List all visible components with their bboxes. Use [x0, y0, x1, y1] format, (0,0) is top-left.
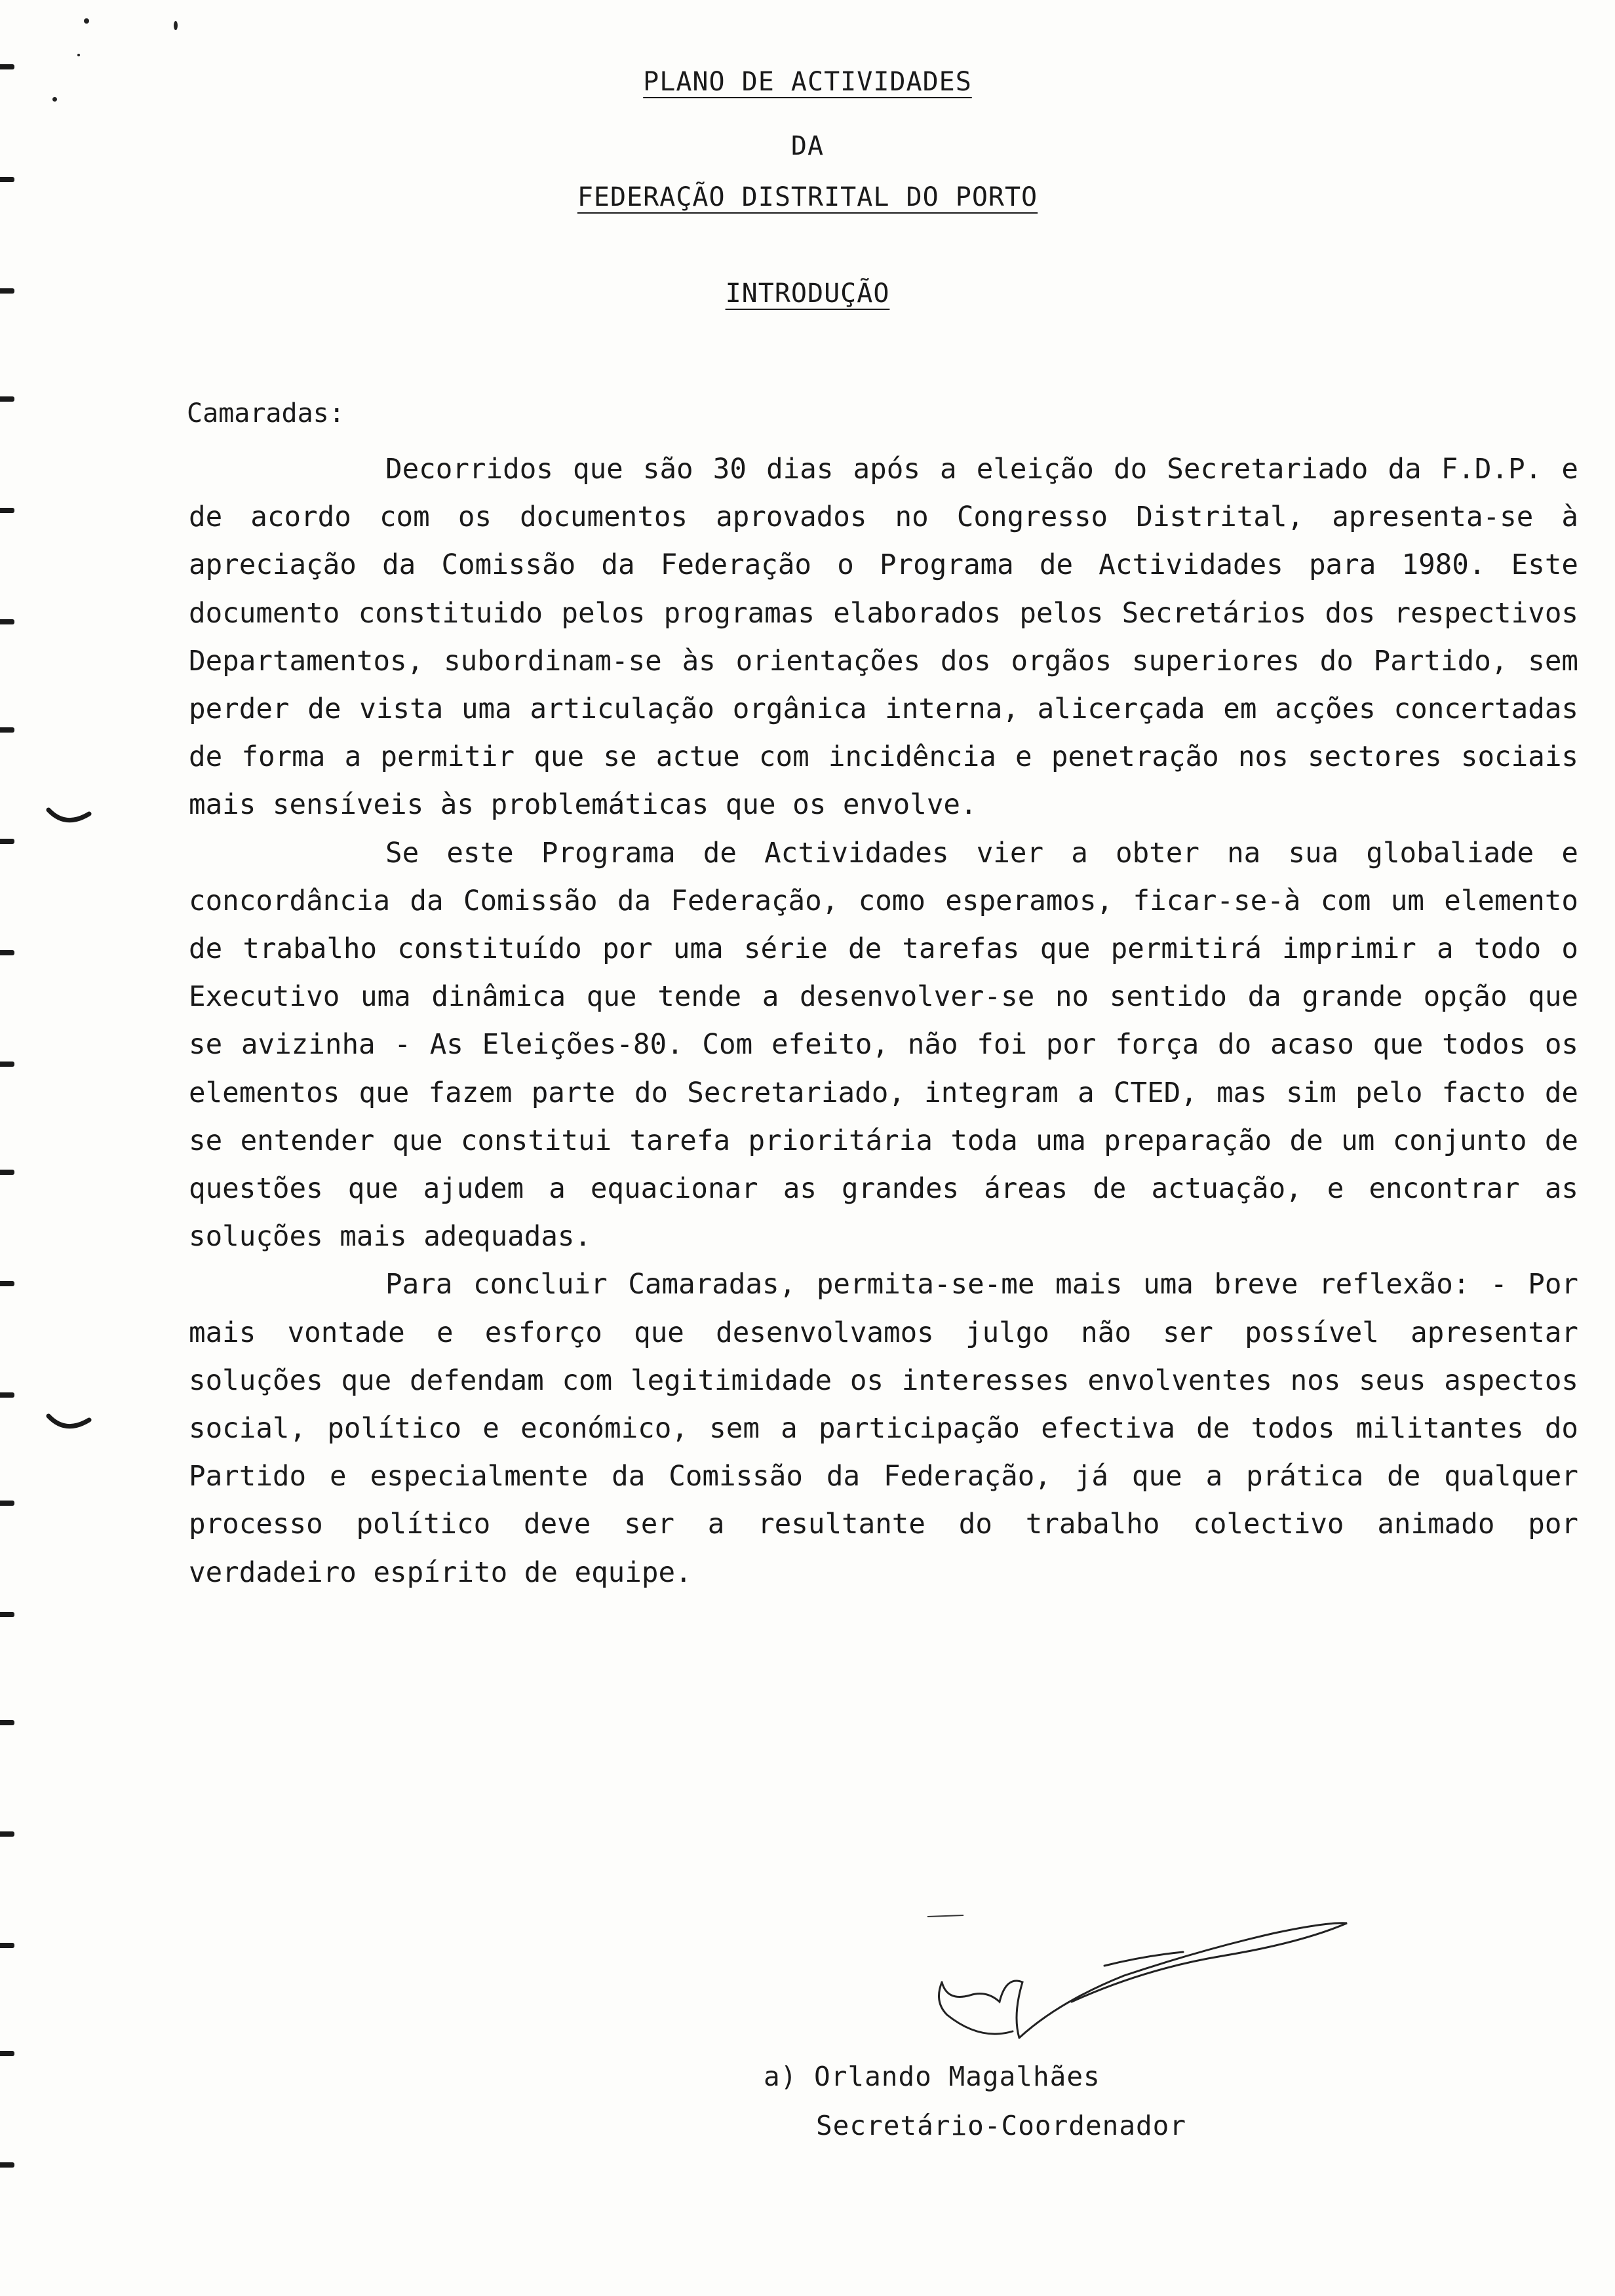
binder-mark — [0, 839, 14, 844]
ink-speck — [77, 54, 80, 56]
paragraph: Se este Programa de Actividades vier a obter na sua globaliade e concordância da Comissão da Federação, como esperamos, ficar-se-à com um elemento de trabalho constituído por uma série de tarefas que permitirá imprimir a todo o Executivo uma dinâmica que tende a desenvolver-se no sentido da grande opção que se avizinha - As Eleições-80. Com efeito, não foi por força do acaso que todos os elementos que fazem parte do Secretariado, integram a CTED, mas sim pelo facto de se entender que constitui tarefa prioritária toda uma preparação de um conjunto de questões que ajudem a equacionar as grandes áreas de actuação, e encontrar as soluções mais adequadas. — [189, 837, 1578, 1253]
binder-mark — [0, 1170, 14, 1175]
section-title: INTRODUÇÃO — [725, 278, 890, 309]
binder-mark — [0, 727, 14, 733]
binder-mark — [0, 177, 14, 182]
binder-mark — [0, 508, 14, 513]
binder-mark — [0, 2162, 14, 2168]
binder-mark — [0, 2051, 14, 2056]
binder-mark — [0, 1831, 14, 1837]
binder-mark — [0, 1720, 14, 1725]
binder-mark — [0, 619, 14, 624]
handwritten-signature — [908, 1904, 1360, 2054]
punch-hole-mark — [46, 806, 92, 832]
binder-mark — [0, 1501, 14, 1506]
binder-mark — [0, 396, 14, 402]
document-title-connector: DA — [790, 131, 825, 161]
ink-speck — [174, 21, 178, 30]
binder-mark — [0, 1612, 14, 1617]
paragraph: Decorridos que são 30 dias após a eleição do Secretariado da F.D.P. e de acordo com os documentos aprovados no Congresso Distrital, apresenta-se à apreciação da Comissão da Federação o Programa de Actividades para 1980. Este documento constituido pelos programas elaborados pelos Secretários dos respectivos Departamentos, subordinam-se às orientações dos orgãos superiores do Partido, sem perder de vista uma articulação orgânica interna, alicerçada em acções concertadas de forma a permitir que se actue com incidência e penetração nos sectores sociais mais sensíveis às problemáticas que os envolve. — [189, 453, 1578, 822]
document-title: PLANO DE ACTIVIDADES — [643, 67, 972, 97]
binder-mark — [0, 950, 14, 955]
body-text — [189, 446, 1578, 1597]
salutation: Camaradas: — [187, 398, 345, 429]
ink-speck — [52, 97, 57, 102]
signer-role: Secretário-Coordenador — [816, 2110, 1187, 2141]
binder-mark — [0, 1062, 14, 1067]
signer-name: a) Orlando Magalhães — [764, 2061, 1100, 2092]
document-subtitle: FEDERAÇÃO DISTRITAL DO PORTO — [577, 182, 1038, 212]
binder-mark — [0, 1392, 14, 1398]
binder-mark — [0, 1943, 14, 1948]
ink-speck — [84, 18, 89, 24]
punch-hole-mark — [46, 1412, 92, 1438]
paragraph: Para concluir Camaradas, permita-se-me mais uma breve reflexão: - Por mais vontade e esforço que desenvolvamos julgo não ser possível apresentar soluções que defendam com legitimidade os interesses envolventes nos seus aspectos social, político e económico, sem a participação efectiva de todos militantes do Partido e especialmente da Comissão da Federação, já que a prática de qualquer processo político deve ser a resultante do trabalho colectivo animado por verdadeiro espírito de equipe. — [189, 1269, 1578, 1589]
binder-mark — [0, 1281, 14, 1286]
